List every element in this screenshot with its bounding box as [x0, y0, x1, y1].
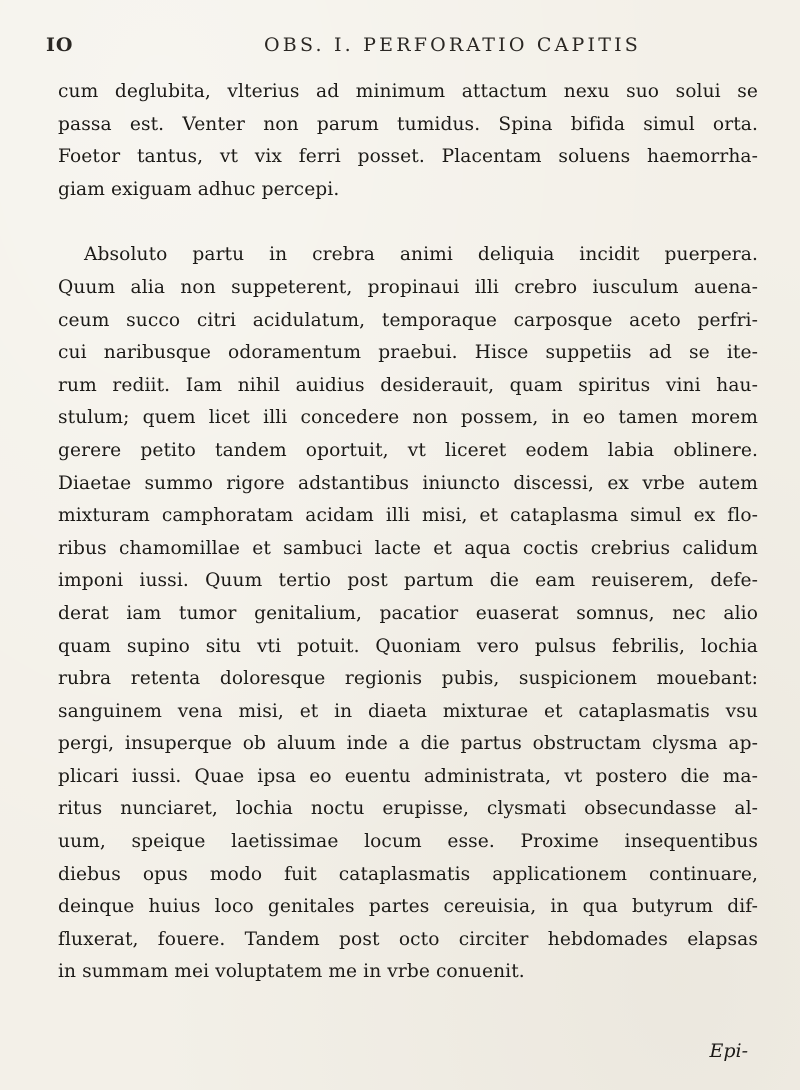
body-text	[58, 76, 758, 989]
text-line: Absoluto partu in crebra animi deliquia incidit puerpera.	[84, 244, 758, 266]
text-line: fluxerat, fouere. Tandem post octo circiter hebdomades elapsas	[58, 928, 758, 950]
text-line: Foetor tantus, vt vix ferri posset. Placentam soluens haemorrha-	[58, 146, 758, 168]
text-line: sanguinem vena misi, et in diaeta mixturae et cataplasmatis vsu	[58, 700, 758, 722]
catchword: Epi-	[709, 1040, 748, 1062]
text-line: stulum; quem licet illi concedere non possem, in eo tamen morem	[58, 407, 758, 429]
paragraph-2	[58, 239, 758, 989]
text-line: ceum succo citri acidulatum, temporaque carposque aceto perfri-	[58, 309, 758, 331]
text-line: quam supino situ vti potuit. Quoniam vero pulsus febrilis, lochia	[58, 635, 758, 657]
text-line: in summam mei voluptatem me in vrbe conuenit.	[58, 961, 525, 983]
text-line: uum, speique laetissimae locum esse. Proxime insequentibus	[58, 831, 758, 853]
paragraph-gap	[58, 206, 758, 239]
running-head	[46, 34, 760, 62]
text-line: Diaetae summo rigore adstantibus iniuncto discessi, ex vrbe autem	[58, 472, 758, 494]
text-line: gerere petito tandem oportuit, vt liceret eodem labia oblinere.	[58, 439, 758, 461]
text-line: cum deglubita, vlterius ad minimum attactum nexu suo solui se	[58, 81, 758, 102]
text-line: mixturam camphoratam acidam illi misi, et cataplasma simul ex flo-	[58, 505, 758, 527]
text-line: deinque huius loco genitales partes cereuisia, in qua butyrum dif-	[58, 896, 758, 918]
text-line: rum rediit. Iam nihil auidius desiderauit, quam spiritus vini hau-	[58, 374, 758, 396]
text-line: rubra retenta doloresque regionis pubis, suspicionem mouebant:	[58, 668, 758, 690]
text-line: diebus opus modo fuit cataplasmatis applicationem continuare,	[58, 863, 758, 885]
text-line: passa est. Venter non parum tumidus. Spina bifida simul orta.	[58, 113, 758, 135]
text-line: ribus chamomillae et sambuci lacte et aqua coctis crebrius calidum	[58, 537, 758, 559]
text-line: Quum alia non suppeterent, propinaui illi crebro iusculum auena-	[58, 276, 758, 298]
text-line: giam exiguam adhuc percepi.	[58, 178, 340, 200]
running-title: OBS. I. PERFORATIO CAPITIS	[264, 34, 641, 56]
page-number: IO	[46, 34, 74, 56]
text-line: pergi, insuperque ob aluum inde a die partus obstructam clysma ap-	[58, 733, 758, 755]
text-line: cui naribusque odoramentum praebui. Hisce suppetiis ad se ite-	[58, 342, 758, 364]
text-line: imponi iussi. Quum tertio post partum die eam reuiserem, defe-	[58, 570, 758, 592]
text-line: derat iam tumor genitalium, pacatior euaserat somnus, nec alio	[58, 602, 758, 624]
text-line: ritus nunciaret, lochia noctu erupisse, clysmati obsecundasse al-	[58, 798, 758, 820]
paragraph-1	[58, 76, 758, 206]
text-line: plicari iussi. Quae ipsa eo euentu administrata, vt postero die ma-	[58, 765, 758, 787]
